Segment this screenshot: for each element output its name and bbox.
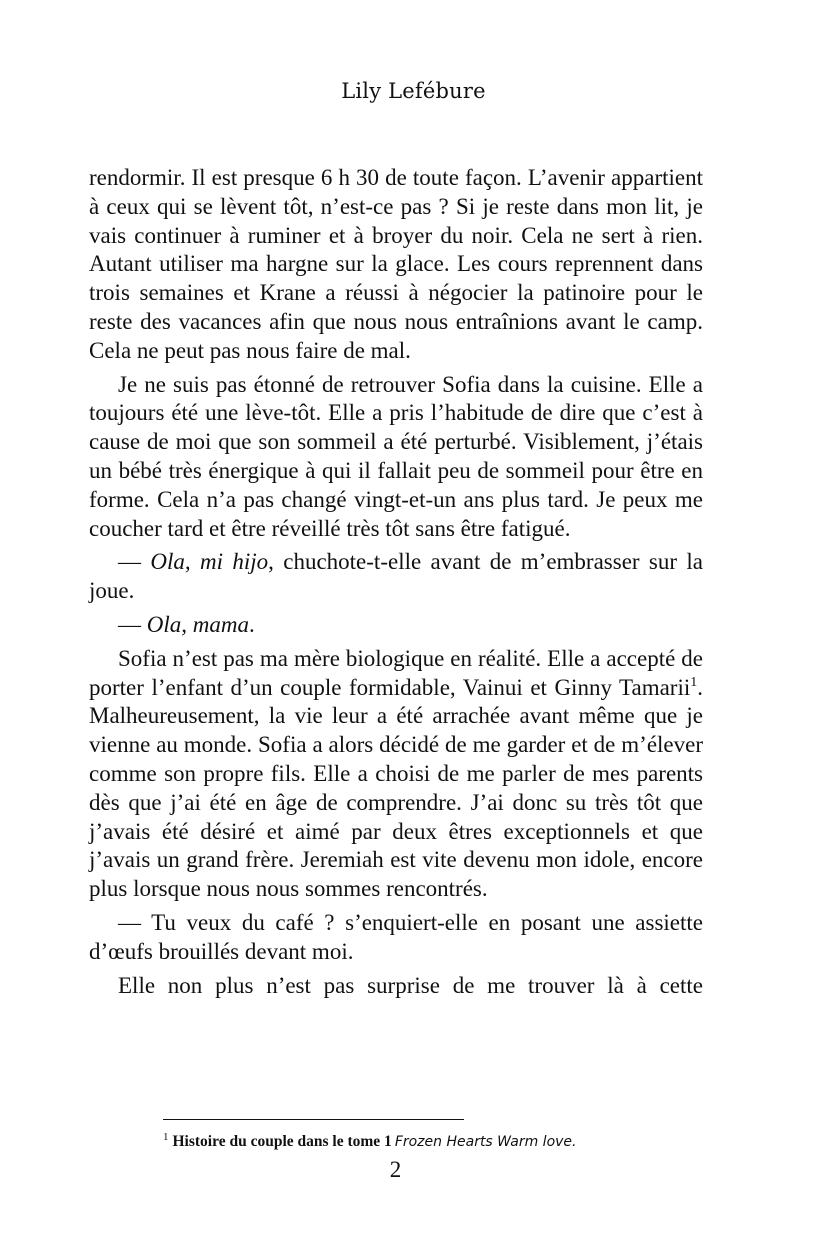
running-header-author: Lily Lefébure	[341, 79, 486, 103]
paragraph: Je ne suis pas étonné de retrouver Sofia dans la cuisine. Elle a toujours été une lève-tôt. Elle a pris l’habitude de dire que c’est à cause de moi que son sommeil a été perturbé. Visiblement, j’étais un bébé très énergique à qui il fallait peu de sommeil pour être en forme. Cela n’a pas changé vingt-et-un ans plus tard. Je peux me coucher tard et être réveillé très tôt sans être fatigué.	[89, 371, 703, 541]
dialogue-line: — Tu veux du café ? s’enquiert-elle en posant une assiette d’œufs brouillés devant moi.	[89, 909, 703, 964]
paragraph: Sofia n’est pas ma mère biologique en réalité. Elle a accepté de porter l’enfant d’un couple formidable, Vainui et Ginny Tamarii$^1$. Malheureusement, la vie leur a été arrachée avant même que je vienne au monde. Sofia a alors décidé de me garder et de m’élever comme son propre fils. Elle a choisi de me parler de mes parents dès que j’ai été en âge de comprendre. J’ai donc su très tôt que j’avais été désiré et aimé par deux êtres exceptionnels et que j’avais un grand frère. Jeremiah est vite devenu mon idole, encore plus lorsque nous nous sommes rencontrés.	[89, 645, 703, 902]
page-number: 2	[389, 1157, 402, 1182]
footnote-separator	[163, 1119, 464, 1120]
italic-spanish-phrase: Ola, mama	[146, 611, 249, 637]
paragraph: rendormir. Il est presque 6 h 30 de toute façon. L’avenir appartient à ceux qui se lèvent tôt, n’est-ce pas ? Si je reste dans mon lit, je vais continuer à ruminer et à broyer du noir. Cela ne sert à rien. Autant utiliser ma hargne sur la glace. Les cours reprennent dans trois semaines et Krane a réussi à négocier la patinoire pour le reste des vacances afin que nous nous entraînions avant le camp. Cela ne peut pas nous faire de mal.	[89, 165, 703, 363]
dialogue-line: — Ola, mi hijo, chuchote-t-elle avant de m’embrasser sur la joue.	[89, 549, 704, 604]
footnote-reference[interactable]: 1	[690, 674, 698, 690]
footnote-text: Histoire du couple dans le tome 1	[172, 1133, 392, 1150]
paragraph: Elle non plus n’est pas surprise de me trouver là à cette	[118, 972, 703, 998]
footnote	[163, 1131, 723, 1153]
italic-spanish-phrase: Ola, mi hijo	[150, 549, 269, 575]
footnote-marker: 1	[163, 1131, 169, 1143]
body-text	[89, 164, 703, 1005]
footnote-book-title: Frozen Hearts Warm love.	[394, 1134, 577, 1150]
dialogue-line: — Ola, mama.	[118, 611, 255, 637]
